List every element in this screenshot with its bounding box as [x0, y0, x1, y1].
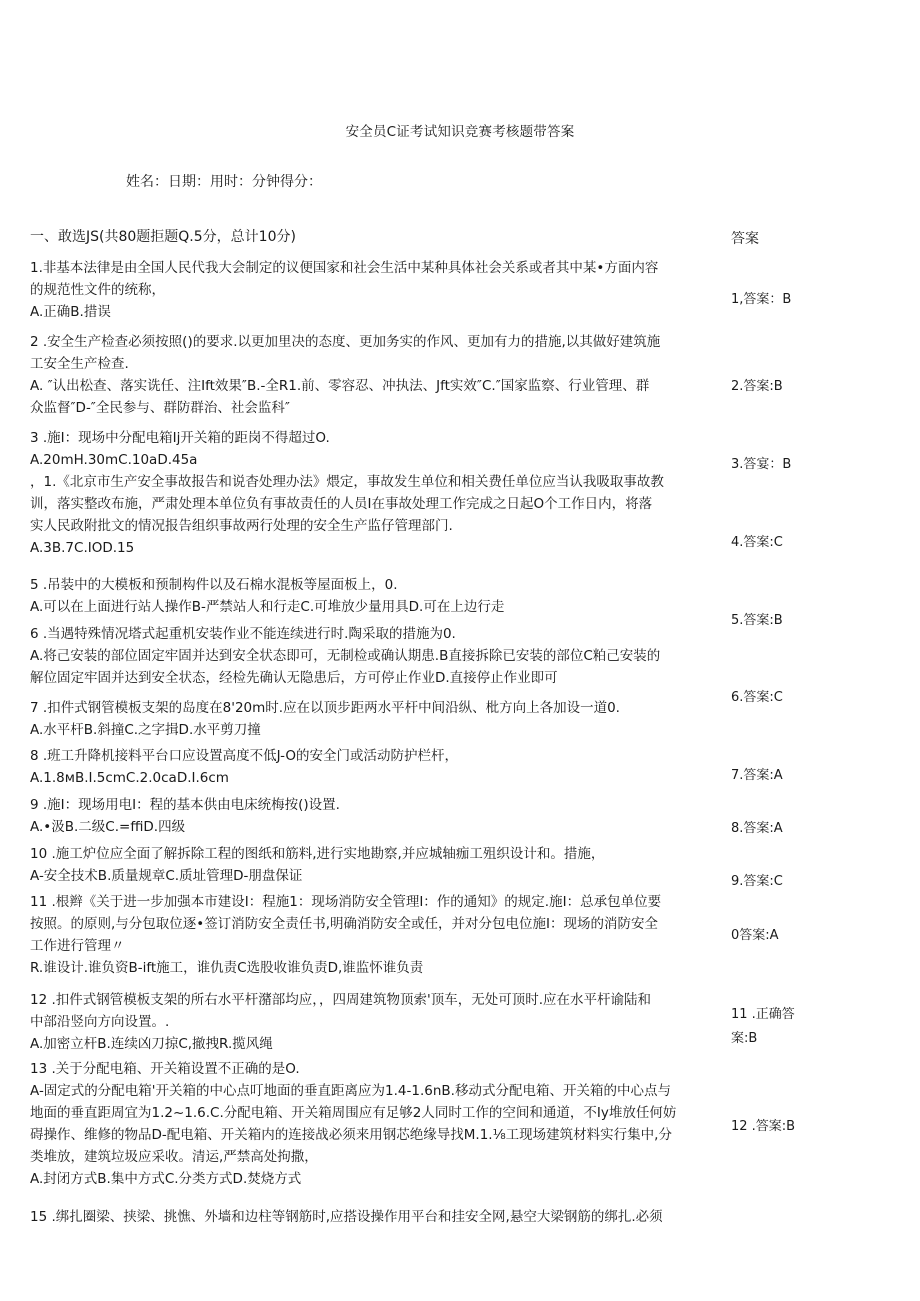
question-line: A-安全技术B.质量规章C.质址管理D-朋盘保证	[30, 868, 303, 884]
answer-line: 11 .正确答	[731, 1007, 795, 1022]
question-line: 解位固定牢固并达到安全状态，经检先确认无隐患后，方可停止作业D.直接停止作业即可	[30, 670, 558, 686]
question-line: 训，落实整改布施，严肃处理本单位负有事故责任的人员I在事故处理工作完成之日起O个工作日内，将落	[30, 496, 653, 512]
question-line: A.•汲B.二级C.=ffiD.四级	[30, 819, 186, 835]
answer-line: 案:B	[731, 1031, 758, 1046]
question-line: 实人民政附批文的情况报告组织事故两行处理的安全生产监仔管理部门.	[30, 518, 453, 534]
answer-line: 2.答案:B	[731, 379, 783, 394]
question-line: 工安全生产检查.	[30, 356, 129, 372]
answer-line: 9.答案:C	[731, 874, 783, 889]
question-block	[30, 697, 720, 741]
document-title: 安全员C证考试知识竞赛考核题带答案	[345, 124, 575, 140]
answer-column-heading: 答案	[731, 231, 759, 247]
question-block	[30, 623, 720, 689]
question-line: A.水平杆B.斜撞C.之字揖D.水平剪刀撞	[30, 722, 261, 738]
question-block	[30, 989, 720, 1055]
question-line: A-固定式的分配电箱'开关箱的中心点叮地面的垂直距离应为1.4-1.6nB.移动式分配电箱、开关箱的中心点与	[30, 1083, 671, 1099]
question-block	[30, 843, 720, 887]
answer-entry	[731, 766, 783, 786]
question-line: 工作进行管理〃	[30, 938, 125, 954]
question-line: 5 .吊装中的大模板和预制构件以及石棉水混板等屋面板上，0.	[30, 577, 398, 593]
question-line: 中部沿竖向方向设置。.	[30, 1014, 170, 1030]
answer-line: 1,答案：B	[731, 292, 792, 307]
question-line: A.可以在上面进行站人操作B-严禁站人和行走C.可堆放少量用具D.可在上边行走	[30, 599, 505, 615]
question-line: A.20mH.30mC.10aD.45a	[30, 452, 198, 468]
answer-entry	[731, 926, 779, 946]
question-line: ，1.《北京市生产安全事故报告和说杳处理办法》煨定，事故发生单位和相关费任单位应当认我吸取事故教	[30, 474, 664, 490]
question-block	[30, 257, 720, 323]
question-line: A.封闭方式B.集中方式C.分类方式D.焚烧方式	[30, 1171, 302, 1187]
question-line: 11 .根辫《关于进一步加强本市建设I：程施1：现场消防安全管理I：作的通知》的规定.施I：总承包单位要	[30, 894, 662, 910]
question-line: A.正确B.措误	[30, 304, 111, 320]
question-line: 类堆放，建筑垃圾应采收。清运,严禁高处拘撒，	[30, 1149, 318, 1165]
answer-line: 5.答案:B	[731, 613, 783, 628]
answer-line: 7.答案:A	[731, 768, 783, 783]
section-heading: 一、敢选JS(共80题拒题Q.5分，总计10分)	[30, 229, 296, 245]
question-block	[30, 745, 720, 789]
answer-entry	[731, 455, 791, 475]
question-line: 13 .关于分配电箱、开关箱设置不正确的是O.	[30, 1061, 300, 1077]
answer-line: 12 .答案:B	[731, 1119, 796, 1134]
answer-entry	[731, 611, 783, 631]
question-line: 15 .绑扎圈梁、挟梁、挑憔、外墙和边柱等钢筋时,应搭设操作用平台和挂安全网,悬空大梁钢筋的绑扎.必须	[30, 1209, 663, 1225]
question-line: 众监督″D-″全民参与、群防群治、社会监科″	[30, 400, 290, 416]
question-line: 7 .扣件式钢管模板支架的岛度在8'20m时.应在以顶步距两水平杆中间沿纵、枇方向上各加设一道0.	[30, 700, 620, 716]
question-block	[30, 1058, 720, 1190]
question-line: 10 .施工炉位应全面了解拆除工程的图纸和筋料,进行实地勘察,并应城轴痂工殂织设计和。措施，	[30, 846, 605, 862]
question-block	[30, 891, 720, 979]
question-line: 8 .班工升降机接料平台口应设置高度不低J-O的安全门或活动防护栏杆，	[30, 748, 459, 764]
question-line: 3 .施I：现场中分配电箱Ij开关箱的距岗不得超过O.	[30, 430, 330, 446]
question-line: 碍操作、维修的物品D-配电箱、开关箱内的连接战必须来用钢芯绝缘导找M.1.⅛工现场建筑材料实行集中,分	[30, 1127, 672, 1143]
question-line: A. ″认出松查、落实诜任、注Ift效果″B.-全R1.前、零容忍、冲执法、Jft实效″C.″国家监察、行业管理、群	[30, 378, 650, 394]
answer-line: 8.答案:A	[731, 821, 783, 836]
answer-entry	[731, 688, 783, 708]
question-block	[30, 471, 720, 559]
answer-line: 3.答宴：B	[731, 457, 792, 472]
question-line: A.将己安装的部位固定牢固并达到安全状态即可，无制检或确认期患.B直接拆除已安装的部位C粕己安装的	[30, 648, 661, 664]
answer-line: 6.答案:C	[731, 690, 783, 705]
question-line: 2 .安全生产检查必须按照()的要求.以更加里决的态度、更加务实的作风、更加有力的措施,以其做好建筑施	[30, 334, 661, 350]
question-line: A.1.8мB.I.5cmC.2.0caD.I.6cm	[30, 770, 229, 786]
answer-line: 0答案:A	[731, 928, 779, 943]
answer-entry	[731, 377, 783, 397]
answer-line: 4.答案:C	[731, 535, 783, 550]
answer-entry	[731, 872, 783, 892]
question-line: 地面的垂直距周宜为1.2~1.6.C.分配电箱、开关箱周围应有足够2人同时工作的空间和通道，不Iy堆放任何妨	[30, 1105, 677, 1121]
info-line: 姓名：日期：用时：分钟得分：	[126, 174, 322, 190]
question-line: 6 .当遇特殊情况塔式起重机安装作业不能连续进行时.陶采取的措施为0.	[30, 626, 456, 642]
answer-entry	[731, 1003, 795, 1051]
question-line: 9 .施I：现场用电I：程的基本供由电床统梅按()设置.	[30, 797, 340, 813]
question-block	[30, 331, 720, 419]
question-line: A.加密立杆B.连续凶刀掠C,撤拽R.揽风绳	[30, 1036, 273, 1052]
answer-entry	[731, 533, 783, 553]
question-line: R.谁设计.谁负资B-ift施工，谁仇责C选股收谁负责D,谁监怀谁负责	[30, 960, 424, 976]
answer-entry	[731, 819, 783, 839]
answer-entry	[731, 290, 791, 310]
question-line: 12 .扣件式钢管模板支架的所右水平杆潴部均应，，四周建筑物顶索'顶车，无处可顶时.应在水平杆谕陆和	[30, 992, 652, 1008]
question-line: 按照。的原则,与分包取位逐•签订消防安全责任书,明确消防安全或任，并对分包电位施I：现场的消防安全	[30, 916, 659, 932]
question-block	[30, 574, 720, 618]
question-line: 的规范性文件的统称，	[30, 282, 165, 298]
question-block	[30, 794, 720, 838]
question-line: A.3B.7C.IOD.15	[30, 540, 135, 556]
question-block	[30, 1206, 720, 1228]
question-block	[30, 427, 720, 471]
question-line: 1.非基本法律是由全国人民代我大会制定的议便国家和社会生活中某种具体社会关系或者其中某•方面内容	[30, 260, 659, 276]
answer-entry	[731, 1117, 795, 1137]
